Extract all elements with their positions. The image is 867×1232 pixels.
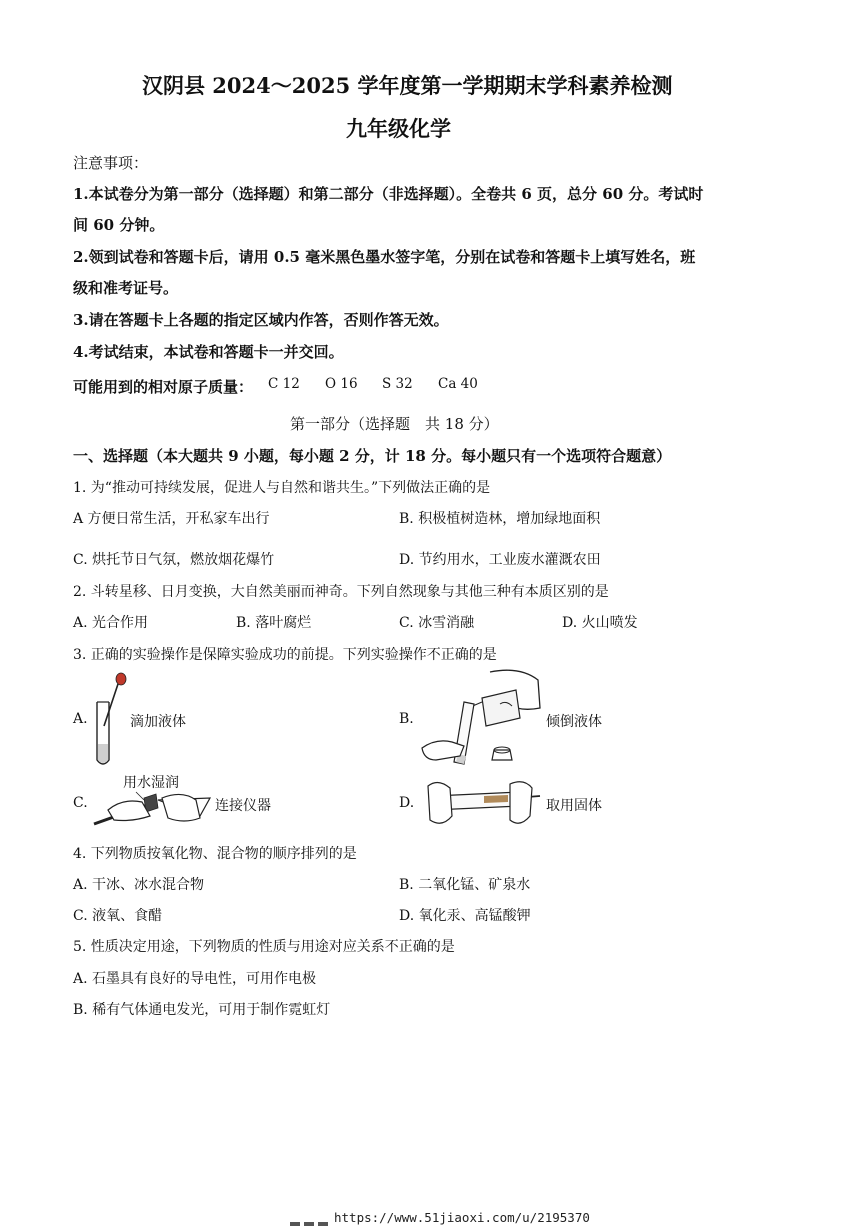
connect-apparatus-illustration <box>92 788 216 828</box>
q3-caption-b: 倾倒液体 <box>546 714 602 730</box>
exam-subtitle: 九年级化学 <box>346 116 451 141</box>
mass-s: S 32 <box>382 376 413 392</box>
q3-stem: 3. 正确的实验操作是保障实验成功的前提。下列实验操作不正确的是 <box>73 647 497 663</box>
q3-option-d[interactable]: D. <box>399 795 415 811</box>
q5-stem: 5. 性质决定用途，下列物质的性质与用途对应关系不正确的是 <box>73 939 455 955</box>
q4-stem: 4. 下列物质按氧化物、混合物的顺序排列的是 <box>73 846 357 862</box>
notice-line-1: 1.本试卷分为第一部分（选择题）和第二部分（非选择题）。全卷共 6 页，总分 60 分。考试时 <box>73 185 704 203</box>
notice-heading: 注意事项： <box>73 154 149 172</box>
part1-heading: 第一部分（选择题 共 18 分） <box>290 415 499 433</box>
q2-option-b[interactable]: B. 落叶腐烂 <box>236 615 312 631</box>
q1-option-b[interactable]: B. 积极植树造林，增加绿地面积 <box>399 511 601 527</box>
take-solid-illustration <box>424 776 544 830</box>
notice-line-4: 级和准考证号。 <box>73 279 179 297</box>
q4-option-c[interactable]: C. 液氧、食醋 <box>73 908 163 924</box>
notice-line-6: 4.考试结束，本试卷和答题卡一并交回。 <box>73 343 344 361</box>
q1-option-d[interactable]: D. 节约用水，工业废水灌溉农田 <box>399 552 601 568</box>
notice-line-5: 3.请在答题卡上各题的指定区域内作答，否则作答无效。 <box>73 311 449 329</box>
q3-option-a[interactable]: A. <box>73 711 88 727</box>
mass-o: O 16 <box>325 376 358 392</box>
q3-caption-c: 连接仪器 <box>215 798 271 814</box>
section-heading: 一、选择题（本大题共 9 小题，每小题 2 分，计 18 分。每小题只有一个选项符合题意） <box>73 447 672 465</box>
q4-option-b[interactable]: B. 二氧化锰、矿泉水 <box>399 877 531 893</box>
q2-option-d[interactable]: D. 火山喷发 <box>562 615 638 631</box>
q5-option-a[interactable]: A. 石墨具有良好的导电性，可用作电极 <box>73 971 317 987</box>
q5-option-b[interactable]: B. 稀有气体通电发光，可用于制作霓虹灯 <box>73 1002 331 1018</box>
q1-option-c[interactable]: C. 烘托节日气氛，燃放烟花爆竹 <box>73 552 275 568</box>
q3-option-b[interactable]: B. <box>399 711 414 727</box>
q2-option-c[interactable]: C. 冰雪消融 <box>399 615 475 631</box>
mass-ca: Ca 40 <box>438 376 478 392</box>
q3-caption-d: 取用固体 <box>546 798 602 814</box>
q3-option-c[interactable]: C. <box>73 795 88 811</box>
footer-logo <box>290 1213 330 1232</box>
q2-stem: 2. 斗转星移、日月变换，大自然美丽而神奇。下列自然现象与其他三种有本质区别的是 <box>73 584 609 600</box>
q1-option-a[interactable]: A 方便日常生活，开私家车出行 <box>73 511 270 527</box>
q3-caption-a: 滴加液体 <box>130 714 186 730</box>
notice-line-3: 2.领到试卷和答题卡后，请用 0.5 毫米黑色墨水签字笔，分别在试卷和答题卡上填写姓名，班 <box>73 248 696 266</box>
atomic-mass-label: 可能用到的相对原子质量： <box>73 378 254 396</box>
pouring-liquid-illustration <box>420 668 545 776</box>
q4-option-d[interactable]: D. 氧化汞、高锰酸钾 <box>399 908 531 924</box>
mass-c: C 12 <box>268 376 300 392</box>
q4-option-a[interactable]: A. 干冰、冰水混合物 <box>73 877 205 893</box>
dropper-testtube-illustration <box>88 672 132 770</box>
q1-stem: 1. 为“推动可持续发展，促进人与自然和谐共生。”下列做法正确的是 <box>73 480 491 496</box>
footer-url[interactable]: https://www.51jiaoxi.com/u/2195370 <box>334 1210 590 1225</box>
exam-title: 汉阴县 2024～2025 学年度第一学期期末学科素养检测 <box>142 73 673 98</box>
q3-figure-label: 用水湿润 <box>123 775 179 791</box>
notice-line-2: 间 60 分钟。 <box>73 216 165 234</box>
q2-option-a[interactable]: A. 光合作用 <box>73 615 149 631</box>
